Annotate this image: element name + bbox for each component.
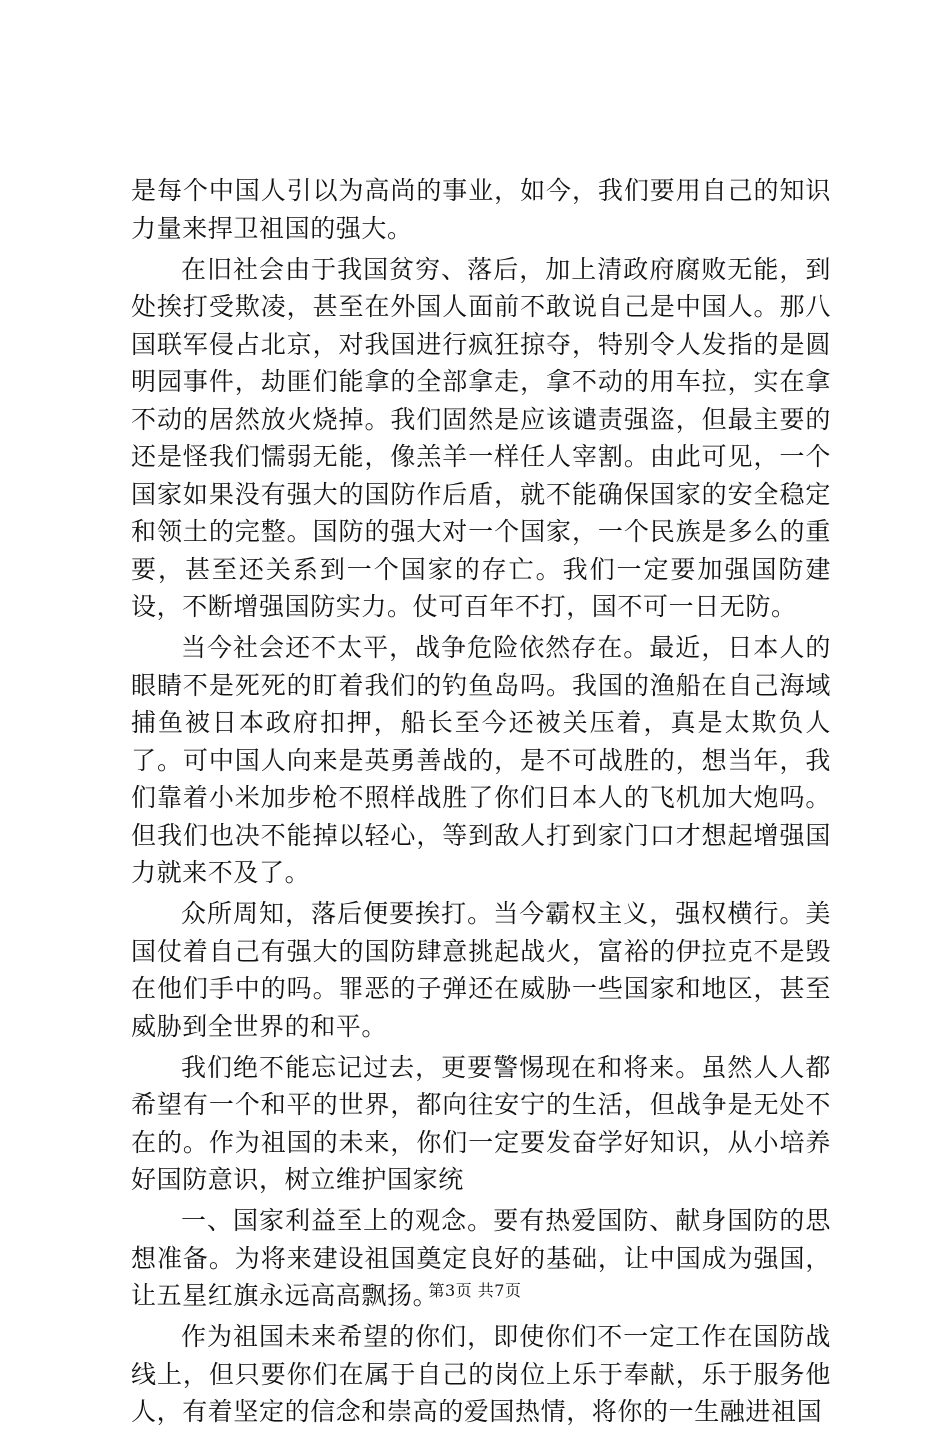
paragraph-hegemony: 众所周知，落后便要挨打。当今霸权主义，强权横行。美国仗着自己有强大的国防肆意挑起战火，富裕的伊拉克不是毁在他们手中的吗。罪恶的子弹还在威胁一些国家和地区，甚至威胁到全世界的和平。 xyxy=(131,899,831,1041)
paragraph-current-danger: 当今社会还不太平，战争危险依然存在。最近，日本人的眼睛不是死死的盯着我们的钓鱼岛吗。我国的渔船在自己海域捕鱼被日本政府扣押，船长至今还被关压着，真是太欺负人了。可中国人向来是英勇善战的，是不可战胜的，想当年，我们靠着小米加步枪不照样战胜了你们日本人的飞机加大炮吗。但我们也决不能掉以轻心，等到敌人打到家门口才想起增强国力就来不及了。 xyxy=(131,633,831,887)
paragraph-future-hope: 作为祖国未来希望的你们，即使你们不一定工作在国防战线上，但只要你们在属于自己的岗位上乐于奉献，乐于服务他人，有着坚定的信念和崇高的爱国热情，将你的一生融进祖国 xyxy=(131,1322,831,1426)
paragraph-old-society: 在旧社会由于我国贫穷、落后，加上清政府腐败无能，到处挨打受欺凌，甚至在外国人面前不敢说自己是中国人。那八国联军侵占北京，对我国进行疯狂掠夺，特别令人发指的是圆明园事件，劫匪们能拿的全部拿走，拿不动的用车拉，实在拿不动的居然放火烧掉。我们固然是应该谴责强盗，但最主要的还是怪我们懦弱无能，像羔羊一样任人宰割。由此可见，一个国家如果没有强大的国防作后盾，就不能确保国家的安全稳定和领土的完整。国防的强大对一个国家，一个民族是多么的重要，甚至还关系到一个国家的存亡。我们一定要加强国防建设，不断增强国防实力。仗可百年不打，国不可一日无防。 xyxy=(131,254,831,621)
paragraph-continuation: 是每个中国人引以为高尚的事业，如今，我们要用自己的知识力量来捍卫祖国的强大。 xyxy=(131,176,831,243)
body-text xyxy=(131,172,831,1434)
page-number-footer: 第3页 共7页 xyxy=(428,1281,522,1300)
paragraph-never-forget: 我们绝不能忘记过去，更要警惕现在和将来。虽然人人都希望有一个和平的世界，都向往安宁的生活，但战争是无处不在的。作为祖国的未来，你们一定要发奋学好知识，从小培养好国防意识，树立维护国家统 xyxy=(131,1052,831,1194)
paragraph-national-interest: 一、国家利益至上的观念。要有热爱国防、献身国防的思想准备。为将来建设祖国奠定良好的基础，让中国成为强国，让五星红旗永远高高飘扬。 xyxy=(131,1206,831,1310)
